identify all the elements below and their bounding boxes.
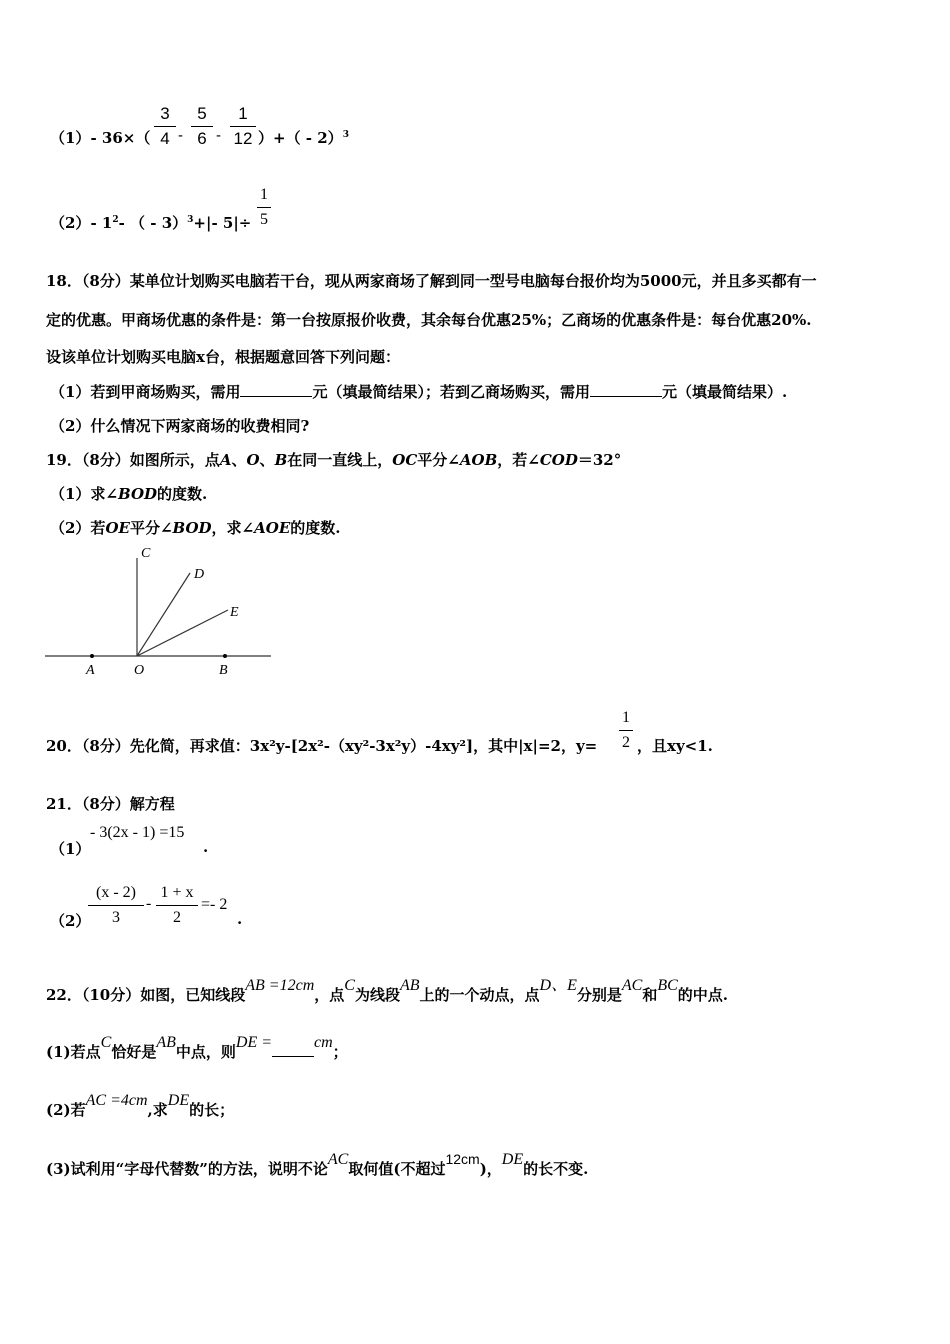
q17-p1-minus-2: - [216, 127, 221, 144]
point-B [223, 654, 227, 658]
label-C: C [141, 546, 151, 561]
q22-line-3: (2)若AC =4cm,求DE的长； [46, 1092, 235, 1119]
q18-answer-blank-2 [590, 396, 662, 397]
label-O: O [134, 663, 145, 678]
q20-text: 20．（8分）先化简，再求值：3x²y-[2x²-（xy²-3x²y）-4xy²]，其中|x|=2，y= [46, 737, 598, 755]
q19-angle-figure [40, 540, 280, 680]
ray-OD [137, 573, 190, 656]
q21-title: 21．（8分）解方程 [46, 795, 175, 813]
label-A: A [86, 663, 95, 678]
q17-p1-fraction-2: 5 6 [191, 103, 213, 150]
label-D: D [194, 567, 205, 582]
q17-p1-fraction-3: 1 12 [230, 103, 256, 150]
q21-p2-fraction-1: (x - 2) 3 [88, 882, 144, 929]
q17-p1-minus-1: - [178, 127, 183, 144]
q17-p1-prefix: - 36×（ [90, 129, 151, 147]
q17-p1-label: （1） [50, 129, 91, 147]
label-E: E [230, 605, 239, 620]
q18-answer-blank-1 [240, 396, 312, 397]
q21-p2-fraction-2: 1 + x 2 [156, 882, 198, 929]
q20-text-end: ，且xy<1. [637, 737, 713, 755]
q17-p2-fraction: 1 5 [257, 184, 271, 231]
point-A [90, 654, 94, 658]
q21-part1-label: （1） [50, 840, 91, 858]
q18-line-1: 18．（8分）某单位计划购买电脑若干台，现从两家商场了解到同一型号电脑每台报价均为5000元，并且多买都有一 [46, 272, 817, 290]
q21-part1-equation: - 3(2x - 1) =15 [90, 824, 185, 841]
q18-part2: （2）什么情况下两家商场的收费相同? [50, 417, 310, 435]
q18-line-3: 设该单位计划购买电脑x台，根据题意回答下列问题： [46, 348, 400, 366]
q17-p1-fraction-1: 3 4 [154, 103, 176, 150]
label-B: B [219, 663, 228, 678]
q22-line-1: 22．（10分）如图，已知线段AB =12cm，点C为线段AB上的一个动点，点D、E分别是AC和BC的中点. [46, 977, 729, 1004]
q18-line-2: 定的优惠。甲商场优惠的条件是：第一台按原报价收费，其余每台优惠25%；乙商场的优惠条件是：每台优惠20%. [46, 311, 812, 329]
q17-p1-suffix: ）+（ - 2）$^3$ [258, 129, 349, 147]
q19-part1: （1）求∠BOD的度数. [50, 485, 208, 503]
q17-part2: （2）- $1^2-$ （ - 3）$^3$+|- 5|÷ [50, 214, 252, 232]
q21-part1-end: . [203, 838, 209, 856]
q22-answer-blank [272, 1056, 314, 1057]
q21-part2-label: （2） [50, 912, 91, 930]
q19-part2: （2）若OE平分∠BOD，求∠AOE的度数. [50, 519, 341, 537]
q20-fraction: 1 2 [619, 707, 633, 754]
q18-part1: （1）若到甲商场购买，需用 元（填最简结果）；若到乙商场购买，需用 元（填最简结果）. [50, 383, 788, 401]
ray-OE [137, 610, 228, 656]
q19-line-1: 19．（8分）如图所示，点A、O、B在同一直线上，OC平分∠AOB，若∠COD＝32° [46, 451, 622, 469]
q22-line-4: (3)试利用“字母代替数”的方法，说明不论AC取何值(不超过12cm)，DE的长不变. [46, 1151, 589, 1178]
q21-part2-end: . [237, 910, 243, 928]
q17-p2-label: （2） [50, 214, 91, 232]
q17-p1-exponent: 3 [342, 130, 349, 140]
q21-p2-rhs: =- 2 [201, 896, 228, 913]
q22-line-2: (1)若点C恰好是AB中点，则DE = cm； [46, 1034, 348, 1061]
q17-part1 [50, 127, 150, 148]
q21-p2-minus: - [146, 895, 152, 912]
